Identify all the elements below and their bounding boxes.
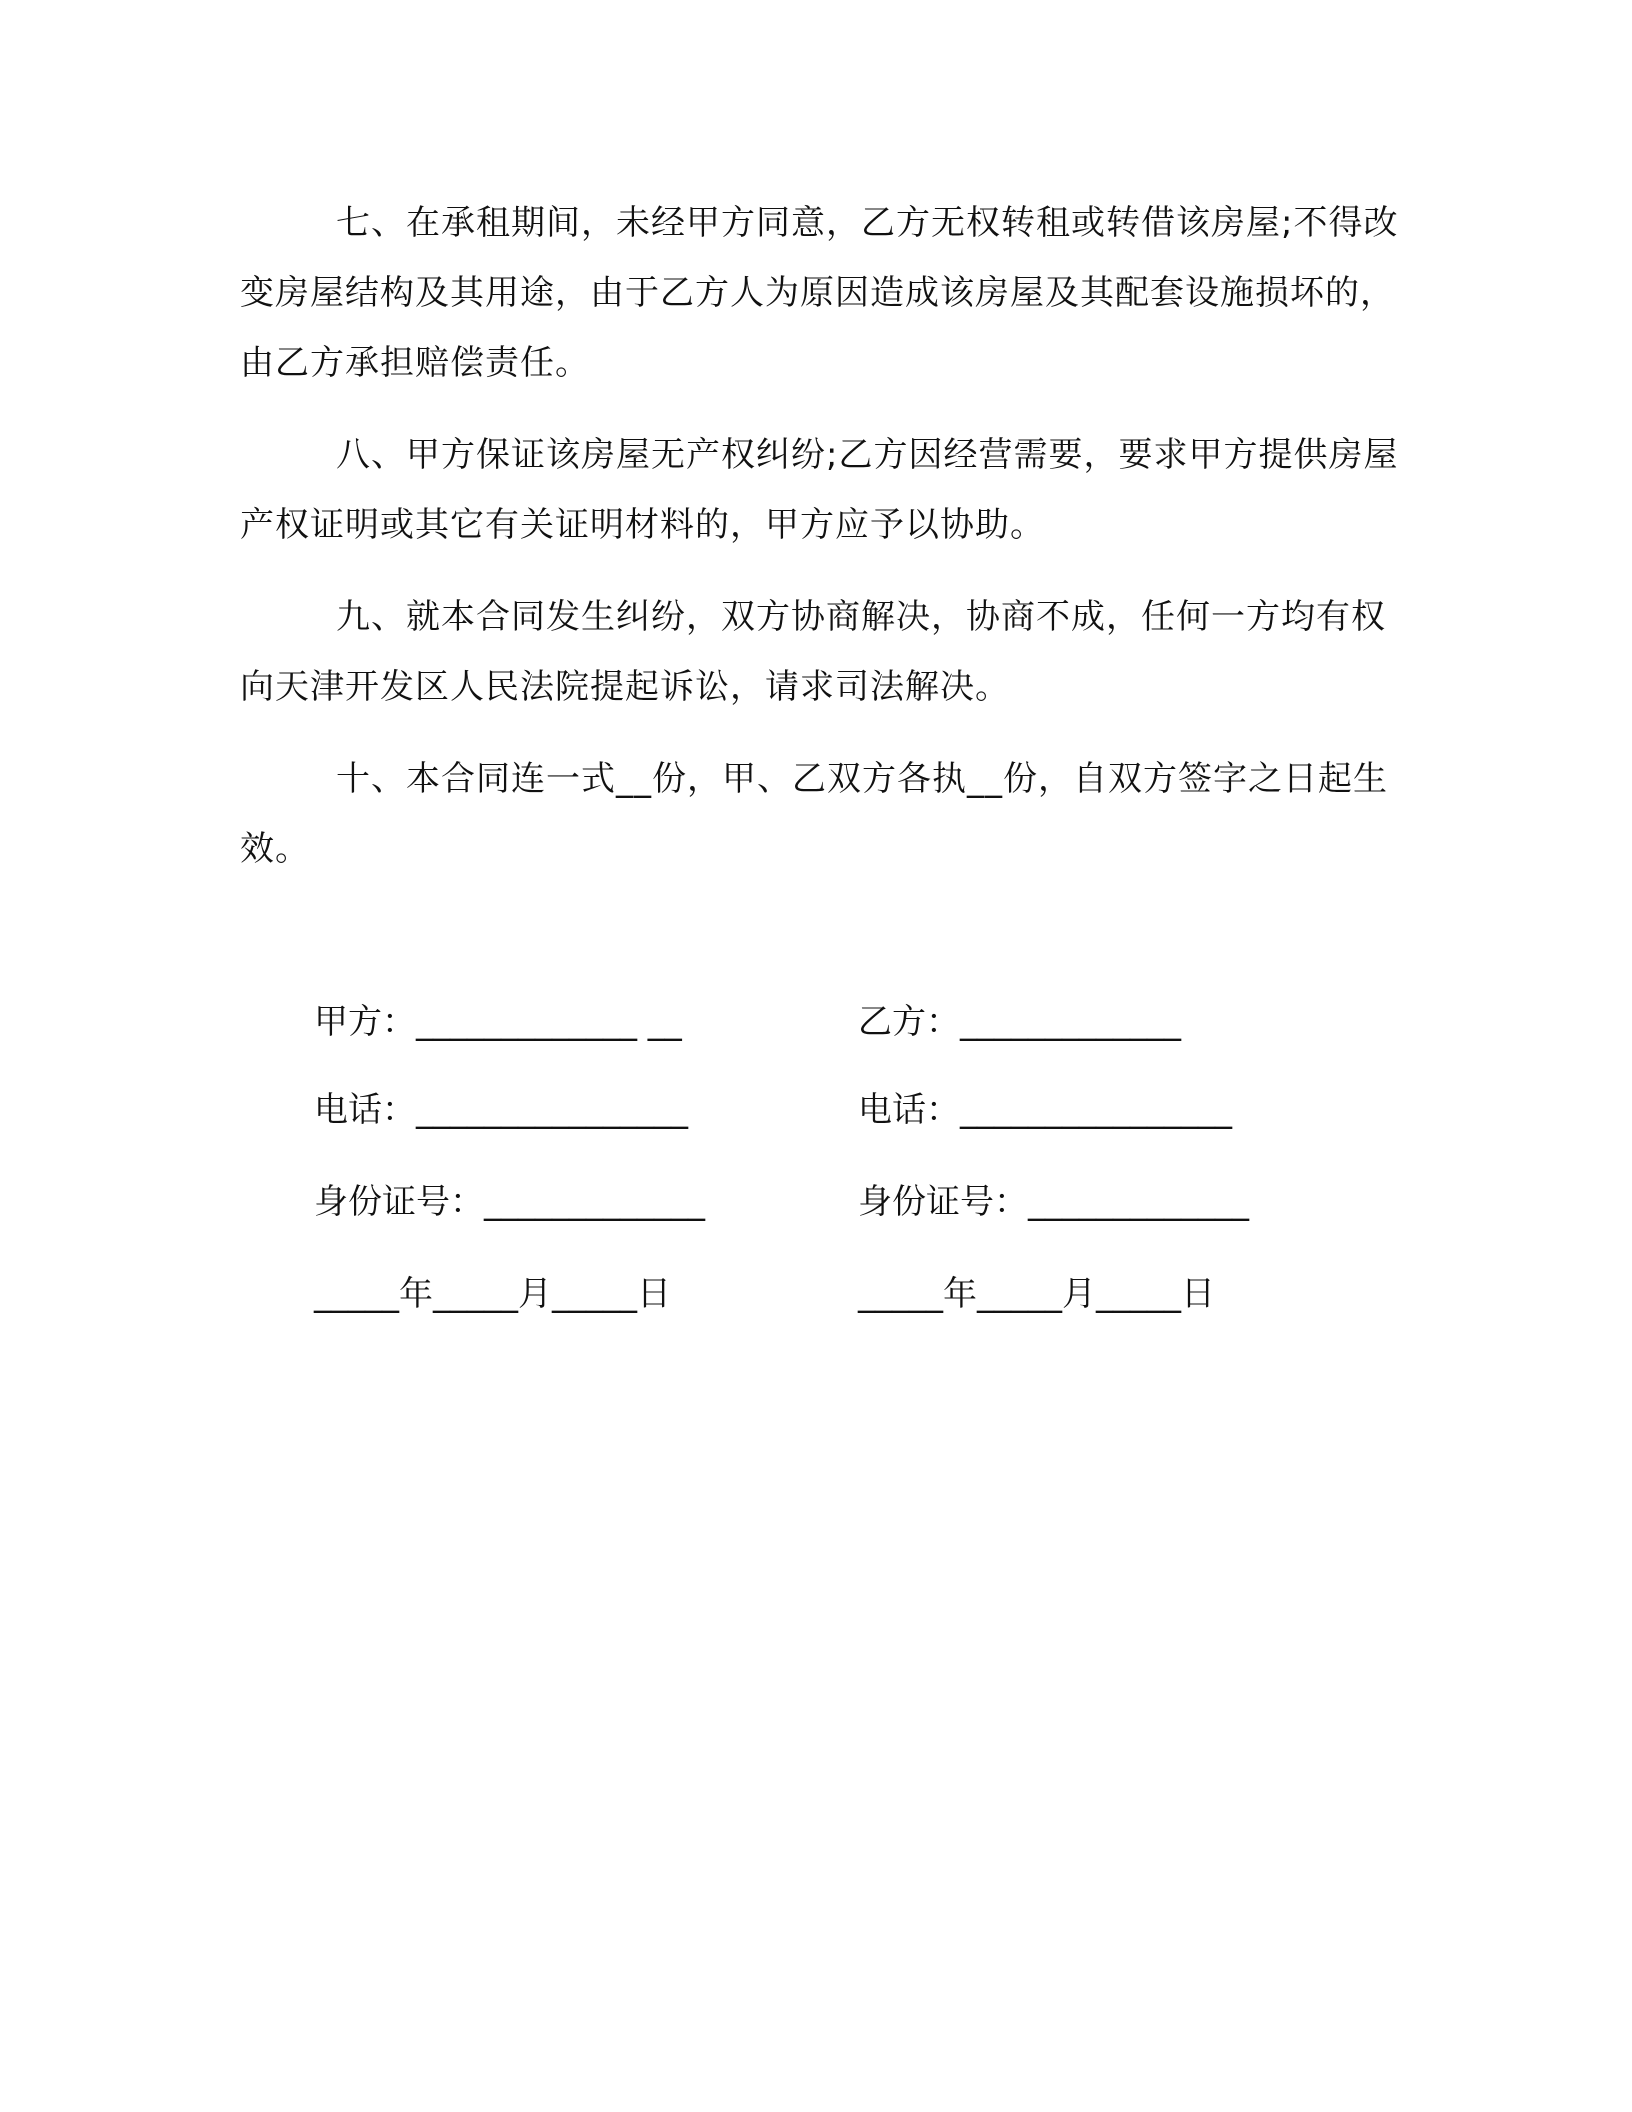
phone-a-field: 电话：________________ (314, 1090, 688, 1130)
party-a-field: 甲方：_____________ __ (314, 1002, 682, 1042)
date-b-field: _____年_____月_____日 (858, 1274, 1215, 1314)
clause-seven: 七、在承租期间，未经甲方同意，乙方无权转租或转借该房屋;不得改变房屋结构及其用途，由于乙方人为原因造成该房屋及其配套设施损坏的，由乙方承担赔偿责任。 (240, 203, 1399, 383)
clause-ten: 十、本合同连一式__份，甲、乙双方各执__份，自双方签字之日起生效。 (240, 759, 1388, 869)
clause-nine: 九、就本合同发生纠纷，双方协商解决，协商不成，任何一方均有权向天津开发区人民法院提起诉讼，请求司法解决。 (240, 597, 1386, 707)
date-a-field: _____年_____月_____日 (314, 1274, 671, 1314)
signature-id-row (0, 1172, 1632, 1232)
contract-clauses (240, 188, 1400, 906)
id-a-field: 身份证号：_____________ (314, 1182, 705, 1222)
signature-date-row (0, 1264, 1632, 1324)
signature-phone-row (0, 1080, 1632, 1140)
clause-eight: 八、甲方保证该房屋无产权纠纷;乙方因经营需要，要求甲方提供房屋产权证明或其它有关证明材料的，甲方应予以协助。 (240, 435, 1399, 545)
party-b-field: 乙方：_____________ (858, 1002, 1181, 1042)
id-b-field: 身份证号：_____________ (858, 1182, 1249, 1222)
signature-party-row (0, 992, 1632, 1052)
phone-b-field: 电话：________________ (858, 1090, 1232, 1130)
